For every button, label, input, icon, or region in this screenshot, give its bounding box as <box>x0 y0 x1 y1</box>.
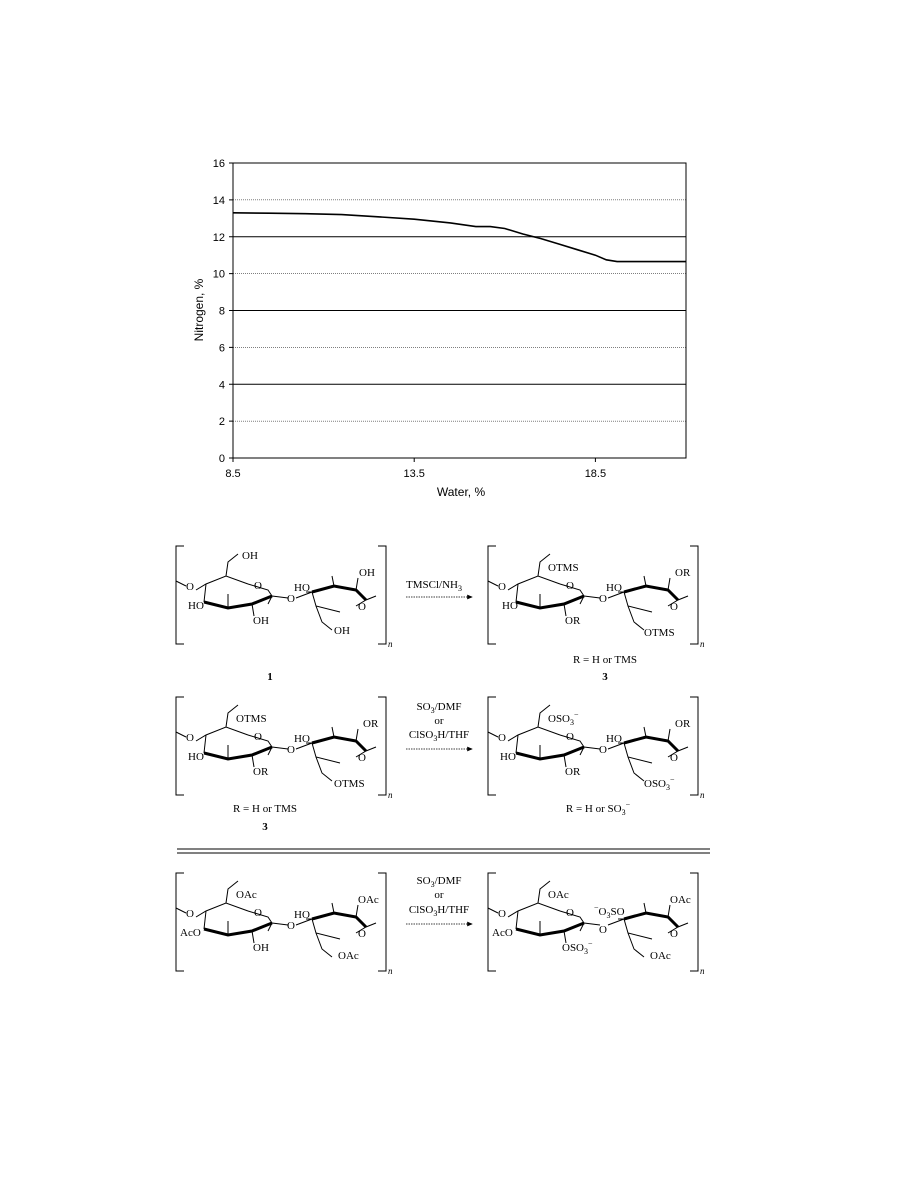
svg-text:O: O <box>599 924 607 936</box>
scheme-row-2 <box>176 697 705 833</box>
svg-text:OH: OH <box>359 567 375 579</box>
scheme-row-3 <box>176 873 705 976</box>
svg-text:OR: OR <box>675 567 691 579</box>
svg-text:OSO3−: $OSO_3^-$ <box>562 939 593 956</box>
x-tick-label: 13.5 <box>403 468 425 480</box>
svg-text:HO: HO <box>502 600 518 612</box>
svg-text:n: n <box>388 639 393 649</box>
svg-text:O: O <box>670 752 678 764</box>
svg-text:HO: HO <box>294 582 310 594</box>
svg-text:O: O <box>670 928 678 940</box>
r-definition-3: R = H or $SO_3^-$ <box>565 800 631 817</box>
svg-text:ClSO3H/THF: ClSO$_3$H/THF <box>408 729 470 743</box>
svg-text:O: O <box>566 731 574 743</box>
svg-text:O: O <box>287 920 295 932</box>
acetylated-structure <box>176 873 393 976</box>
svg-text:HO: HO <box>606 582 622 594</box>
y-tick-label: 12 <box>212 231 225 244</box>
svg-text:O: O <box>566 580 574 592</box>
svg-text:HO: HO <box>500 751 516 763</box>
svg-text:OAc: OAc <box>236 889 257 901</box>
svg-text:OTMS: OTMS <box>334 778 365 790</box>
svg-text:O: O <box>358 928 366 940</box>
y-tick-label: 2 <box>218 416 225 429</box>
svg-text:OR: OR <box>253 766 269 778</box>
r-definition-2: R = H or TMS <box>232 803 298 815</box>
svg-text:O: O <box>254 907 262 919</box>
svg-text:n: n <box>700 639 705 649</box>
y-tick-label: 14 <box>212 194 225 207</box>
svg-text:SO3/DMF: $SO_3$/DMF <box>416 701 462 715</box>
svg-text:OAc: OAc <box>670 894 691 906</box>
svg-text:OTMS: OTMS <box>548 562 579 574</box>
y-tick-label: 0 <box>218 453 225 465</box>
svg-text:O: O <box>599 744 607 756</box>
silylated-structure-3 <box>488 546 705 649</box>
svg-text:OH: OH <box>253 942 269 954</box>
svg-text:O: O <box>498 581 506 593</box>
svg-text:O: O <box>498 732 506 744</box>
svg-text:OTMS: OTMS <box>236 713 267 725</box>
svg-text:n: n <box>700 790 705 800</box>
svg-text:O: O <box>287 593 295 605</box>
svg-text:or: or <box>434 715 444 727</box>
svg-text:OH: OH <box>253 615 269 627</box>
svg-text:O: O <box>254 580 262 592</box>
svg-text:OTMS: OTMS <box>644 627 675 639</box>
svg-text:n: n <box>388 966 393 976</box>
svg-text:O: O <box>599 593 607 605</box>
svg-text:O: O <box>254 731 262 743</box>
sulfated-structure <box>488 697 705 800</box>
svg-text:OAc: OAc <box>548 889 569 901</box>
svg-text:O: O <box>358 601 366 613</box>
svg-text:or: or <box>434 889 444 901</box>
svg-text:OR: OR <box>565 615 581 627</box>
svg-text:OH: OH <box>334 625 350 637</box>
svg-text:O: O <box>670 601 678 613</box>
svg-text:O: O <box>186 908 194 920</box>
reaction-arrow-1 <box>406 579 472 597</box>
svg-text:OAc: OAc <box>338 950 359 962</box>
compound-label-3a: 3 <box>602 671 608 683</box>
svg-text:OR: OR <box>675 718 691 730</box>
silylated-structure-3-reactant <box>176 697 393 800</box>
x-tick-label: 18.5 <box>584 468 607 480</box>
svg-text:−O3SO: $^-O_3SO$ <box>594 903 625 920</box>
r-definition-1: R = H or TMS <box>572 654 638 666</box>
y-tick-label: 10 <box>212 268 225 281</box>
compound-label-3b: 3 <box>262 821 268 833</box>
svg-text:OAc: OAc <box>358 894 379 906</box>
svg-text:OR: OR <box>565 766 581 778</box>
y-tick-label: 4 <box>218 379 225 392</box>
y-tick-label: 8 <box>218 305 225 318</box>
reaction-arrow-2 <box>406 701 472 749</box>
svg-text:HO: HO <box>294 909 310 921</box>
svg-text:OH: OH <box>242 550 258 562</box>
svg-text:O: O <box>358 752 366 764</box>
svg-text:O: O <box>186 732 194 744</box>
svg-text:TMSCl/NH3: TMSCl/$NH_3$ <box>406 579 462 593</box>
svg-text:O: O <box>498 908 506 920</box>
svg-text:SO3/DMF: $SO_3$/DMF <box>416 875 462 889</box>
scheme-row-1 <box>176 546 705 683</box>
svg-text:HO: HO <box>606 733 622 745</box>
acetylated-sulfated-structure <box>488 873 705 976</box>
svg-text:n: n <box>700 966 705 976</box>
x-axis-label: Water, % <box>436 485 486 499</box>
svg-text:n: n <box>388 790 393 800</box>
reaction-arrow-3 <box>406 875 472 924</box>
svg-text:OSO3−: $OSO_3^-$ <box>548 710 579 727</box>
svg-text:OR: OR <box>363 718 379 730</box>
y-axis-label: Nitrogen, % <box>192 278 206 342</box>
svg-text:O: O <box>287 744 295 756</box>
svg-text:OSO3−: $OSO_3^-$ <box>644 775 675 792</box>
svg-text:O: O <box>186 581 194 593</box>
svg-text:AcO: AcO <box>492 927 513 939</box>
x-tick-label: 8.5 <box>225 468 241 480</box>
y-tick-label: 16 <box>212 158 225 170</box>
compound-label-1: 1 <box>267 671 273 683</box>
svg-text:O: O <box>566 907 574 919</box>
svg-text:AcO: AcO <box>180 927 201 939</box>
cellulose-structure-1 <box>176 546 393 649</box>
svg-text:HO: HO <box>188 751 204 763</box>
svg-text:HO: HO <box>294 733 310 745</box>
svg-text:OAc: OAc <box>650 950 671 962</box>
y-tick-label: 6 <box>218 342 225 355</box>
svg-text:HO: HO <box>188 600 204 612</box>
svg-text:ClSO3H/THF: ClSO$_3$H/THF <box>408 904 470 918</box>
